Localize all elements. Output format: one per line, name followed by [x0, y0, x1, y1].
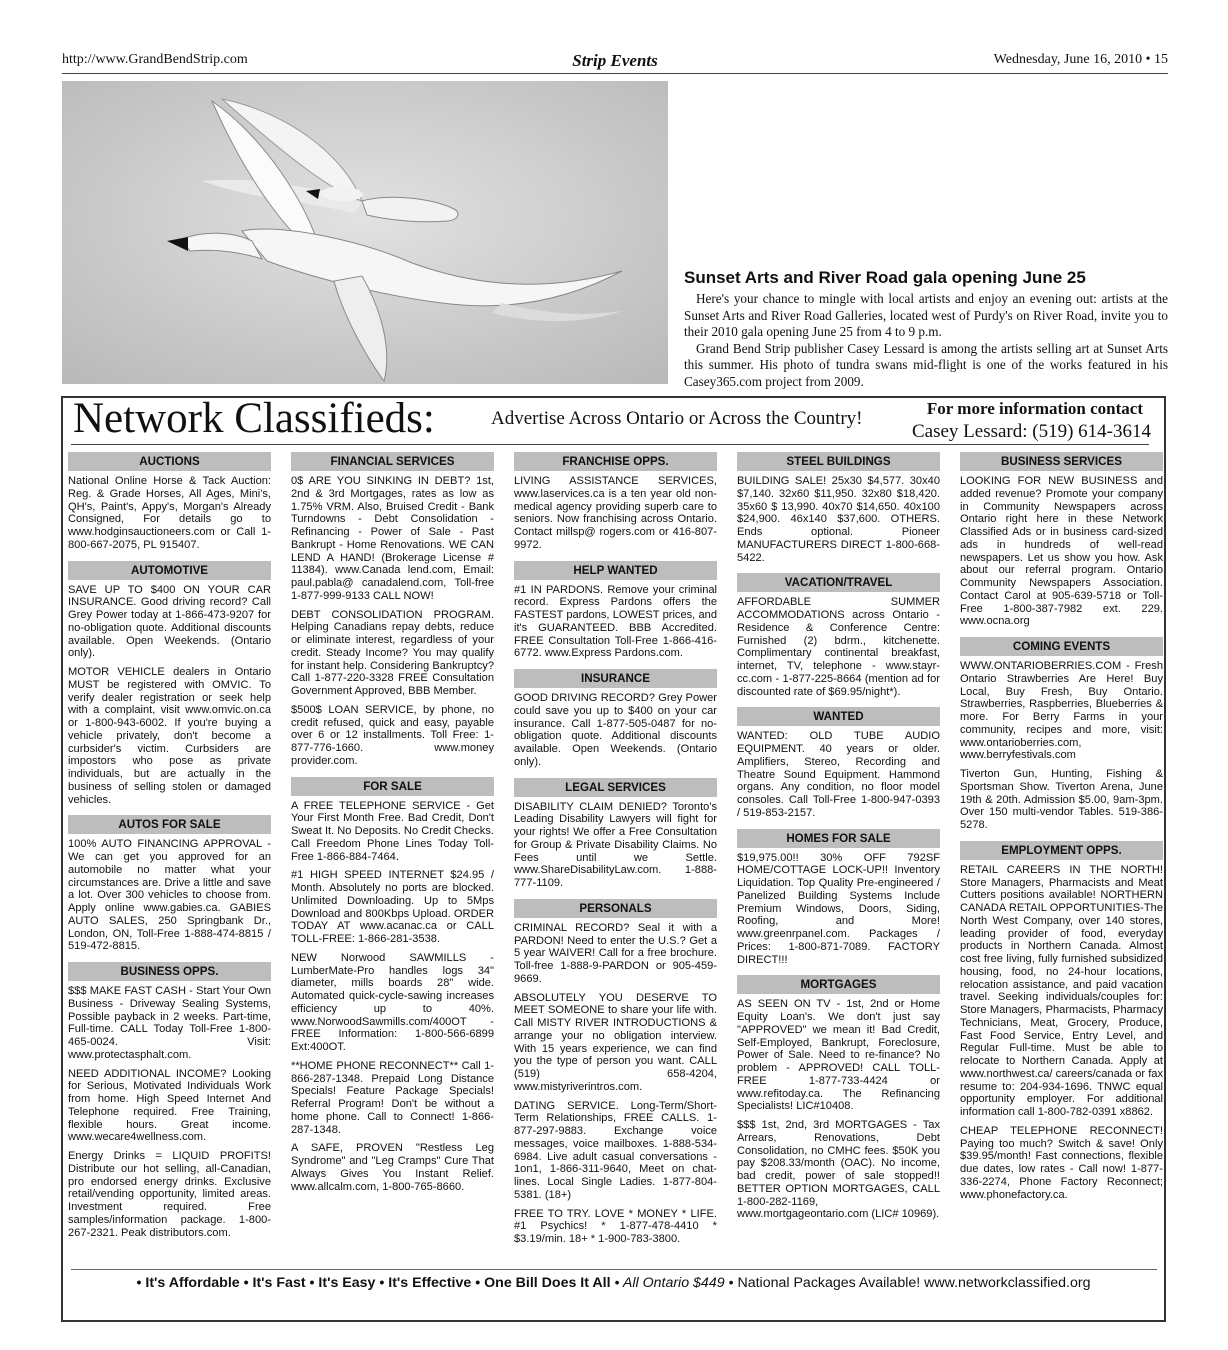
footer-price: • All Ontario $449 [614, 1275, 725, 1291]
classified-ad: 100% AUTO FINANCING APPROVAL - We can get you approved for an automobile no matter what your circumstances are. Drive a little and save a lot. Over 300 vehicles to choose from. Apply online www.gabies.ca. GABIES AUTO SALES, 250 Springbank Dr., London, ON, Toll-Free 1-888-474-8815 / 519-472-8815. [68, 838, 271, 953]
site-url[interactable]: http://www.GrandBendStrip.com [62, 52, 248, 67]
contact-label: For more information contact [926, 399, 1143, 418]
classified-ad: MOTOR VEHICLE dealers in Ontario MUST be registered with OMVIC. To verify dealer registration or seek help with a complaint, visit www.omvic.on.ca or 1-800-943-6002. If you're buying a vehicle privately, don't become a curbsider's victim. Curbsiders are impostors who pose as private individuals, but are actually in the business of selling stolen or damaged vehicles. [68, 666, 271, 806]
classified-ad: RETAIL CAREERS IN THE NORTH! Store Managers, Pharmacists and Meat Cutters positions available! NORTHERN CANADA RETAIL OPPORTUNITIES-The North West Company, over 140 stores, leading provider of food, everyday products in Northern Canada. Almost cost free living, fully furnished subsidized housing, food, no 24-hour locations, relocation assistance, and paid vacation travel. Seeking individuals/couples for: Store Managers, Pharmacists, Pharmacy Technicians, Meat, Grocery, Produce, Fast Food Service, Entry Level, and Regular Full-time. Must be able to relocate to Northern Canada. Apply at www.northwest.ca/ careers/canada or fax resume to: 204-934-1696. TNWC equal opportunity employer. For additional information call 1-800-782-0391 x8862. [960, 863, 1163, 1118]
footer-national: • National Packages Available! www.networkclassified.org [728, 1275, 1091, 1291]
date-page-number: Wednesday, June 16, 2010 • 15 [993, 52, 1168, 67]
classified-ad: $$$ 1st, 2nd, 3rd MORTGAGES - Tax Arrears, Renovations, Debt Consolidation, no CMHC fees. $50K you pay $208.33/month (OAC). No income, bad credit, power of sale stopped!! BETTER OPTION MORTGAGES, CALL 1-800-282-1169, www.mortgageontario.com (LIC# 10969). [737, 1119, 940, 1221]
category-header: COMING EVENTS [960, 637, 1163, 656]
classified-ad: Energy Drinks = LIQUID PROFITS! Distribute our hot selling, all-Canadian, pro endorsed energy drinks. Exclusive retail/vending opportunity, limited areas. Investment required. Free samples/information package. 1-800-267-2321. Peak distributors.com. [68, 1150, 271, 1239]
classified-ad: $19,975.00!! 30% OFF 792SF HOME/COTTAGE LOCK-UP!! Inventory Liquidation. Top Quality Pre-engineered / Panelized Building Systems Include Premium Windows, Doors, Siding, Roofing, and More! www.greenrpanel.com. Packages / Prices: 1-800-871-7089. FACTORY DIRECT!!! [737, 851, 940, 966]
classifieds-column-3 [514, 452, 717, 1252]
classifieds-title: Network Classifieds: [73, 395, 435, 442]
story-headline: Sunset Arts and River Road gala opening June 25 [684, 268, 1086, 287]
category-header: EMPLOYMENT OPPS. [960, 841, 1163, 860]
classified-ad: ABSOLUTELY YOU DESERVE TO MEET SOMEONE to share your life with. Call MISTY RIVER INTRODUCTIONS & arrange your no obligation interview. With 15 years experience, we can find you the type of person you want. CALL (519) 658-4204, www.mistyriverintros.com. [514, 991, 717, 1093]
story-article [684, 268, 1168, 391]
contact-info [905, 399, 1151, 445]
contact-value: Casey Lessard: (519) 614-3614 [911, 421, 1151, 442]
category-header: INSURANCE [514, 669, 717, 688]
story-paragraph-1: Here's your chance to mingle with local artists and enjoy an evening out: artists at the Sunset Arts and River Road Galleries, located west of Purdy's on River Road, invite you to their 2010 gala opening June 25 from 4 to 9 p.m. [684, 291, 1168, 340]
classified-ad: $500$ LOAN SERVICE, by phone, no credit refused, quick and easy, payable over 6 or 12 installments. Toll Free: 1-877-776-1660. www.money provider.com. [291, 703, 494, 767]
classified-ad: AFFORDABLE SUMMER ACCOMMODATIONS across Ontario - Residence & Conference Centre: Furnished (2) bdrm., kitchenette. Complimentary continental breakfast, internet, TV, telephone - www.stayr-cc.com - 1-877-225-8664 (mention ad for discounted rate of $69.95/night*). [737, 596, 940, 698]
swans-photo-art [62, 81, 668, 384]
classified-ad: LIVING ASSISTANCE SERVICES, www.laservices.ca is a ten year old non-medical agency providing superb care to seniors. Now franchising across Ontario. Contact millsp@ rogers.com or 416-807-9972. [514, 475, 717, 551]
category-header: LEGAL SERVICES [514, 778, 717, 797]
classified-ad: FREE TO TRY. LOVE * MONEY * LIFE. #1 Psychics! * 1-877-478-4410 * $3.19/min. 18+ * 1-900-783-3800. [514, 1207, 717, 1245]
classified-ad: **HOME PHONE RECONNECT** Call 1-866-287-1348. Prepaid Long Distance Specials! Feature Package Specials! Referral Program! Don't be without a home phone. Call to Connect! 1-866-287-1348. [291, 1059, 494, 1136]
category-header: HELP WANTED [514, 561, 717, 580]
category-header: FINANCIAL SERVICES [291, 452, 494, 471]
classified-ad: AS SEEN ON TV - 1st, 2nd or Home Equity Loan's. We don't just say "APPROVED" we mean it! Bad Credit, Self-Employed, Bankrupt, Foreclosure, Power of Sale. Need to re-finance? No problem - APPROVED! CALL TOLL-FREE 1-877-733-4424 or www.refitoday.ca. The Refinancing Specialists! LIC#10408. [737, 998, 940, 1113]
swans-photo [62, 81, 668, 384]
story-paragraph-2: Grand Bend Strip publisher Casey Lessard is among the artists selling art at Sunset Arts this summer. His photo of tundra swans mid-flight is one of the works featured in his Casey365.com project from 2009. [684, 340, 1168, 389]
category-header: AUCTIONS [68, 452, 271, 471]
classified-ad: WANTED: OLD TUBE AUDIO EQUIPMENT. 40 years or older. Amplifiers, Stereo, Recording and Theatre Sound Equipment. Hammond organs. Any condition, no floor model consoles. Call Toll-Free 1-800-947-0393 / 519-853-2157. [737, 730, 940, 819]
classified-ad: BUILDING SALE! 25x30 $4,577. 30x40 $7,140. 32x60 $11,950. 32x80 $18,420. 35x60 $ 13,990. 40x70 $14,650. 40x100 $24,900. 46x140 $37,600. OTHERS. Ends optional. Pioneer MANUFACTURERS DIRECT 1-800-668-5422. [737, 475, 940, 564]
classified-ad: #1 IN PARDONS. Remove your criminal record. Express Pardons offers the FASTEST pardons, LOWEST prices, and it's GUARANTEED. BBB Accredited. FREE Consultation Toll-Free 1-866-416-6772. www.Express Pardons.com. [514, 583, 717, 660]
classified-ad: CRIMINAL RECORD? Seal it with a PARDON! Need to enter the U.S.? Get a 5 year WAIVER! Call for a free brochure. Toll-free 1-888-9-PARDON or 905-459-9669. [514, 921, 717, 985]
classifieds-column-1 [68, 452, 271, 1245]
footer-bullets: • It's Affordable • It's Fast • It's Easy • It's Effective • One Bill Does It All [136, 1275, 611, 1291]
category-header: STEEL BUILDINGS [737, 452, 940, 471]
classifieds-rule [71, 444, 1149, 445]
classified-ad: A FREE TELEPHONE SERVICE - Get Your First Month Free. Bad Credit, Don't Sweat It. No Deposits. No Credit Checks. Call Freedom Phone Lines Today Toll-Free 1-866-884-7464. [291, 799, 494, 863]
classified-ad: CHEAP TELEPHONE RECONNECT! Paying too much? Switch & save! Only $39.95/month! Fast connections, flexible due dates, low rates - Call now! 1-877-336-2274, Phone Factory Reconnect; www.phonefactory.ca. [960, 1124, 1163, 1201]
section-title: Strip Events [572, 51, 658, 70]
classified-ad: WWW.ONTARIOBERRIES.COM - Fresh Ontario Strawberries Are Here! Buy Local, Buy Fresh, Buy Ontario. Strawberries, Raspberries, Blueberries & more. For Berry Farms in your community, recipes and more, visit: www.ontarioberries.com, www.berryfestivals.com [960, 660, 1163, 762]
category-header: AUTOS FOR SALE [68, 815, 271, 834]
network-classifieds-box [61, 396, 1166, 1322]
page-header [62, 52, 1168, 74]
classified-ad: DATING SERVICE. Long-Term/Short-Term Relationships, FREE CALLS. 1-877-297-9883. Exchange voice messages, voice mailboxes. 1-888-534-6984. Live adult casual conversations - 1on1, 1-866-311-9640, Meet on chat-lines. Local Single Ladies. 1-877-804-5381. (18+) [514, 1099, 717, 1201]
classified-ad: 0$ ARE YOU SINKING IN DEBT? 1st, 2nd & 3rd Mortgages, rates as low as 1.75% VRM. Also, Bruised Credit - Bank Turndowns - Debt Consolidation - Refinancing - Power of Sale - Past Bankrupt - Home Renovations. WE CAN LEND A HAND! (Brokerage License # 11384). www.Canada lend.com, Email: paul.pabla@ canadalend.com, Toll-free 1-877-999-9133 CALL NOW! [291, 475, 494, 602]
category-header: FRANCHISE OPPS. [514, 452, 717, 471]
classifieds-column-4 [737, 452, 940, 1227]
category-header: BUSINESS SERVICES [960, 452, 1163, 471]
classified-ad: GOOD DRIVING RECORD? Grey Power could save you up to $400 on your car insurance. Call 1-877-505-0487 for no-obligation quote. Additional discounts available. Open Weekends. (Ontario only). [514, 692, 717, 768]
category-header: HOMES FOR SALE [737, 829, 940, 848]
category-header: PERSONALS [514, 899, 717, 918]
category-header: AUTOMOTIVE [68, 561, 271, 580]
classified-ad: DISABILITY CLAIM DENIED? Toronto's Leading Disability Lawyers will fight for your rights! We offer a Free Consultation for Group & Private Disability Claims. No Fees until we Settle. www.ShareDisabilityLaw.com. 1-888-777-1109. [514, 800, 717, 889]
classified-ad: $$$ MAKE FAST CASH - Start Your Own Business - Driveway Sealing Systems, Possible payback in 2 weeks. Part-time, Full-time. CALL Today Toll-Free 1-800-465-0024. Visit: www.protectasphalt.com. [68, 985, 271, 1061]
classified-ad: NEW Norwood SAWMILLS - LumberMate-Pro handles logs 34" diameter, mills boards 28" wide. Automated quick-cycle-sawing increases efficiency up to 40%. www.NorwoodSawmills.com/400OT - FREE Information: 1-800-566-6899 Ext:400OT. [291, 951, 494, 1053]
footer-rule [71, 1269, 1157, 1270]
category-header: VACATION/TRAVEL [737, 573, 940, 592]
classified-ad: SAVE UP TO $400 ON YOUR CAR INSURANCE. Good driving record? Call Grey Power today at 1-866-473-9207 for no-obligation quote. Additional discounts available. Open Weekends. (Ontario only). [68, 583, 271, 660]
category-header: MORTGAGES [737, 975, 940, 994]
classifieds-column-2 [291, 452, 494, 1199]
classified-ad: LOOKING FOR NEW BUSINESS and added revenue? Promote your company in Community Newspapers across Ontario right here in these Network Classified Ads or in business card-sized ads in hundreds of well-read newspapers. Let us show you how. Ask about our referral program. Ontario Community Newspapers Association. Contact Carol at 905-639-5718 or Toll-Free 1-800-387-7982 ext. 229. www.ocna.org [960, 475, 1163, 628]
category-header: FOR SALE [291, 777, 494, 796]
classifieds-column-5 [960, 452, 1163, 1207]
category-header: BUSINESS OPPS. [68, 962, 271, 981]
category-header: WANTED [737, 707, 940, 726]
classified-ad: NEED ADDITIONAL INCOME? Looking for Serious, Motivated Individuals Work from home. High Speed Internet And Telephone required. Free Training, flexible hours. Great income. www.wecare4wellness.com. [68, 1067, 271, 1144]
classified-ad: Tiverton Gun, Hunting, Fishing & Sportsman Show. Tiverton Arena, June 19th & 20th. Admission $5.00, 9am-3pm. Over 150 multi-vendor Tables. 519-386-5278. [960, 768, 1163, 831]
classified-ad: National Online Horse & Tack Auction: Reg. & Grade Horses, All Ages, Mini's, QH's, Paint's, Appy's, Morgan's Already Consigned, For details go to www.hodginsauctioneers.com or Call 1-800-667-2075, PL 915407. [68, 475, 271, 551]
classifieds-footer [63, 1274, 1164, 1292]
classified-ad: #1 HIGH SPEED INTERNET $24.95 / Month. Absolutely no ports are blocked. Unlimited Downloading. Up to 5Mps Download and 800Kbps Upload. ORDER TODAY AT www.acanac.ca or CALL TOLL-FREE: 1-866-281-3538. [291, 869, 494, 945]
header-rule [62, 73, 1168, 74]
classified-ad: A SAFE, PROVEN "Restless Leg Syndrome" and "Leg Cramps" Cure That Always Gives You Instant Relief. www.allcalm.com, 1-800-765-8660. [291, 1142, 494, 1193]
classified-ad: DEBT CONSOLIDATION PROGRAM. Helping Canadians repay debts, reduce or eliminate interest, regardless of your credit. Steady Income? You may qualify for instant help. Considering Bankruptcy? Call 1-877-220-3328 FREE Consultation Government Approved, BBB Member. [291, 608, 494, 697]
classifieds-tagline: Advertise Across Ontario or Across the Country! [491, 408, 863, 429]
